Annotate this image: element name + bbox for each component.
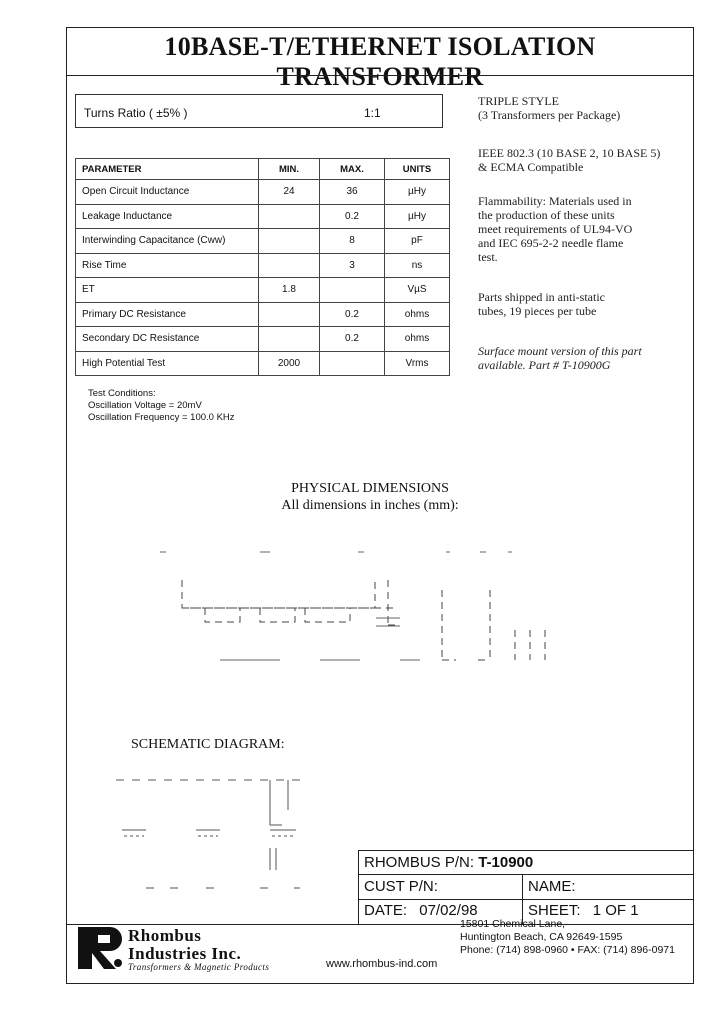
min-cell: 2000 <box>259 351 320 376</box>
title-block-row-line <box>358 899 694 900</box>
company-tagline: Transformers & Magnetic Products <box>128 962 270 972</box>
header-units: UNITS <box>385 159 450 180</box>
param-cell: High Potential Test <box>76 351 259 376</box>
flammability-line: meet requirements of UL94-VO <box>478 222 633 236</box>
spec-table <box>75 158 450 376</box>
max-cell: 8 <box>320 229 385 254</box>
schematic-drawing <box>110 770 310 900</box>
document-title: 10BASE-T/ETHERNET ISOLATION TRANSFORMER <box>164 32 596 91</box>
company-name-line1: Rhombus <box>128 926 202 945</box>
name-label: NAME: <box>528 878 576 895</box>
package-drawing <box>160 530 570 690</box>
test-conditions <box>88 388 235 424</box>
physical-dimensions-heading <box>220 480 520 514</box>
unit-cell: ohms <box>385 302 450 327</box>
title-block-left-border <box>358 850 359 924</box>
lead-detail-outline <box>515 630 545 660</box>
date-label: DATE: <box>364 902 408 919</box>
end-view-outline <box>442 590 490 660</box>
unit-cell: VµS <box>385 278 450 303</box>
table-row <box>76 204 450 229</box>
phone-fax: Phone: (714) 898-0960 • FAX: (714) 896-0971 <box>460 944 675 956</box>
max-cell: 3 <box>320 253 385 278</box>
flammability-line: test. <box>478 250 498 264</box>
flammability-line: the production of these units <box>478 208 615 222</box>
param-cell: Secondary DC Resistance <box>76 327 259 352</box>
max-cell: 36 <box>320 180 385 205</box>
smt-line: Surface mount version of this part <box>478 344 642 358</box>
style-note <box>478 94 620 122</box>
turns-ratio-value: 1:1 <box>364 106 381 120</box>
rhombus-pn-value: T-10900 <box>478 854 534 871</box>
cust-pn-label: CUST P/N: <box>364 878 438 895</box>
ieee-line: & ECMA Compatible <box>478 160 584 174</box>
oscillation-voltage: Oscillation Voltage = 20mV <box>88 400 202 411</box>
header-max: MAX. <box>320 159 385 180</box>
address-line1: 15801 Chemical Lane, <box>460 918 566 930</box>
max-cell: 0.2 <box>320 204 385 229</box>
unit-cell: ohms <box>385 327 450 352</box>
min-cell: 1.8 <box>259 278 320 303</box>
param-cell: Interwinding Capacitance (Cww) <box>76 229 259 254</box>
company-website[interactable]: www.rhombus-ind.com <box>326 958 438 970</box>
unit-cell: µHy <box>385 204 450 229</box>
schematic-lead <box>270 848 276 870</box>
sheet-field <box>528 902 639 919</box>
package-top-outline <box>182 580 375 608</box>
table-row <box>76 302 450 327</box>
turns-ratio-label: Turns Ratio ( ±5% ) <box>84 106 188 120</box>
unit-cell: pF <box>385 229 450 254</box>
min-cell <box>259 327 320 352</box>
table-row <box>76 278 450 303</box>
param-cell: ET <box>76 278 259 303</box>
sheet-label: SHEET: <box>528 902 581 919</box>
style-line: (3 Transformers per Package) <box>478 108 621 122</box>
flammability-note <box>478 194 632 264</box>
min-cell <box>259 253 320 278</box>
date-value: 07/02/98 <box>419 902 478 919</box>
company-address <box>460 918 675 957</box>
turns-ratio-box <box>75 94 443 128</box>
title-block-divider <box>522 874 523 924</box>
physical-dimensions-subtitle: All dimensions in inches (mm): <box>281 498 459 513</box>
ieee-line: IEEE 802.3 (10 BASE 2, 10 BASE 5) <box>478 146 661 160</box>
style-line: TRIPLE STYLE <box>478 94 559 108</box>
rhombus-pn <box>364 854 533 871</box>
param-cell: Primary DC Resistance <box>76 302 259 327</box>
shipping-line: Parts shipped in anti-static <box>478 290 605 304</box>
flammability-line: Flammability: Materials used in <box>478 194 632 208</box>
company-name <box>128 927 241 963</box>
rhombus-logo-icon <box>76 923 124 971</box>
spec-table-header <box>76 159 450 180</box>
title-block-top-border <box>358 850 694 851</box>
max-cell: 0.2 <box>320 302 385 327</box>
shipping-line: tubes, 19 pieces per tube <box>478 304 597 318</box>
address-line2: Huntington Beach, CA 92649-1595 <box>460 931 623 943</box>
table-row <box>76 351 450 376</box>
schematic-title: SCHEMATIC DIAGRAM: <box>131 737 285 752</box>
title-divider <box>66 75 694 76</box>
param-cell: Open Circuit Inductance <box>76 180 259 205</box>
title-block-row-line <box>358 874 694 875</box>
rhombus-pn-label: RHOMBUS P/N: <box>364 854 475 871</box>
shipping-note <box>478 290 605 318</box>
max-cell <box>320 278 385 303</box>
min-cell <box>259 302 320 327</box>
param-cell: Leakage Inductance <box>76 204 259 229</box>
header-parameter: PARAMETER <box>76 159 259 180</box>
table-row <box>76 253 450 278</box>
min-cell <box>259 204 320 229</box>
table-row <box>76 180 450 205</box>
smt-note <box>478 344 642 372</box>
physical-dimensions-title: PHYSICAL DIMENSIONS <box>291 481 449 496</box>
ieee-note <box>478 146 660 174</box>
max-cell <box>320 351 385 376</box>
unit-cell: Vrms <box>385 351 450 376</box>
table-row <box>76 327 450 352</box>
param-cell: Rise Time <box>76 253 259 278</box>
min-cell: 24 <box>259 180 320 205</box>
table-row <box>76 229 450 254</box>
sheet-value: 1 OF 1 <box>592 902 639 919</box>
smt-line: available. Part # T-10900G <box>478 358 611 372</box>
header-min: MIN. <box>259 159 320 180</box>
unit-cell: ns <box>385 253 450 278</box>
company-name-line2: Industries Inc. <box>128 944 242 963</box>
flammability-line: and IEC 695-2-2 needle flame <box>478 236 624 250</box>
max-cell: 0.2 <box>320 327 385 352</box>
unit-cell: µHy <box>385 180 450 205</box>
pin-outline <box>205 608 350 622</box>
min-cell <box>259 229 320 254</box>
date-field <box>364 902 478 919</box>
schematic-lead <box>270 780 282 825</box>
test-conditions-heading: Test Conditions: <box>88 388 156 399</box>
oscillation-frequency: Oscillation Frequency = 100.0 KHz <box>88 412 235 423</box>
